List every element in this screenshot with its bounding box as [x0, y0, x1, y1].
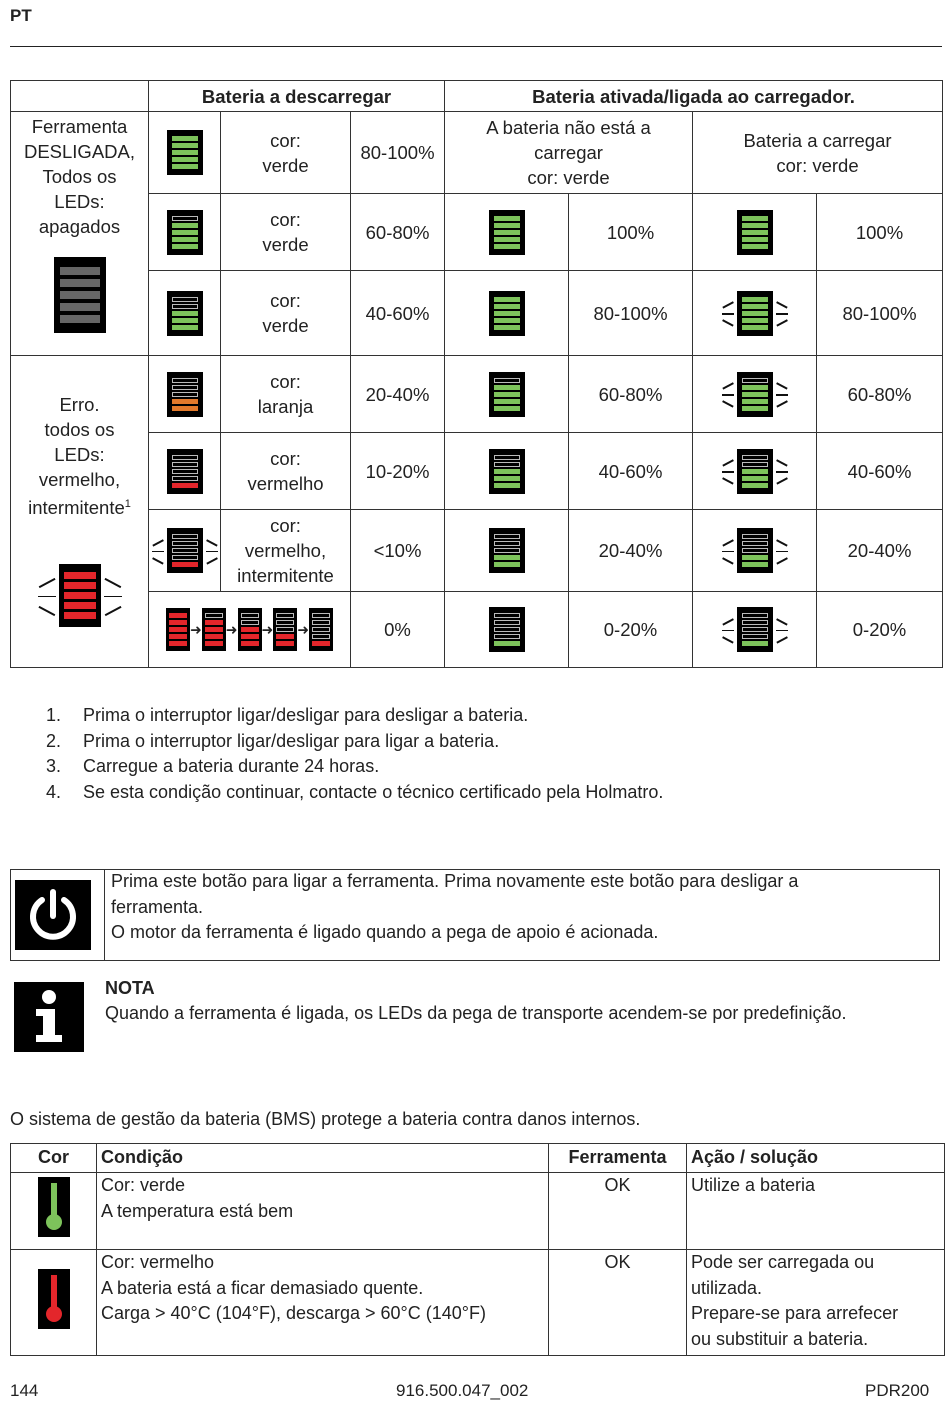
led-segment	[205, 634, 223, 639]
level-r5: 10-20%	[351, 433, 445, 510]
led-segment	[276, 641, 294, 646]
led-segment	[742, 534, 768, 539]
blink-ray	[152, 551, 164, 553]
blink-ray	[104, 578, 121, 588]
led-segment	[494, 385, 520, 390]
led-segment	[742, 476, 768, 481]
color-r4: cor: laranja	[221, 356, 351, 433]
blink-ray	[776, 618, 787, 625]
led-segment	[169, 641, 187, 646]
battery-icon	[309, 608, 333, 651]
err-line-1: Erro.	[59, 394, 100, 415]
led-segment	[742, 613, 768, 618]
led-segment	[312, 627, 330, 632]
led-segment	[241, 620, 259, 625]
blink-ray	[776, 477, 787, 484]
battery-icon	[167, 291, 203, 336]
led-segment	[276, 634, 294, 639]
battery-icon	[737, 210, 773, 255]
battery-icon-r2	[149, 194, 221, 271]
nc-icon-r7	[445, 592, 569, 668]
nc-level-r2: 100%	[569, 194, 693, 271]
battery-sequence-icons	[149, 592, 351, 668]
led-segment	[742, 325, 768, 330]
off-state-cell	[11, 112, 149, 356]
led-segment	[494, 392, 520, 397]
battery-icon	[489, 528, 525, 573]
list-item: 4. Se esta condição continuar, contacte o técnico certificado pela Holmatro.	[46, 781, 664, 802]
level-r1: 80-100%	[351, 112, 445, 194]
blink-ray	[722, 301, 733, 308]
blink-ray	[776, 313, 788, 315]
nc-icon-r6	[445, 510, 569, 592]
led-segment	[169, 620, 187, 625]
power-box-divider	[104, 869, 105, 961]
led-segment	[742, 223, 768, 228]
ch-icon-r5	[693, 433, 817, 510]
color-r6: cor: vermelho, intermitente	[221, 510, 351, 592]
blink-ray	[206, 539, 217, 546]
action-cell: Utilize a bateria	[687, 1173, 945, 1250]
led-segment	[172, 304, 198, 309]
blink-ray	[722, 630, 734, 632]
battery-icon-r3	[149, 271, 221, 356]
led-segment	[494, 304, 520, 309]
err-line-3: LEDs:	[54, 444, 105, 465]
blink-ray	[104, 606, 121, 616]
led-segment	[742, 548, 768, 553]
nc-icon-r3	[445, 271, 569, 356]
battery-status-table	[10, 80, 943, 668]
battery-icon	[273, 608, 297, 651]
blink-ray	[776, 557, 787, 564]
blink-ray	[722, 618, 733, 625]
blink-ray	[776, 400, 787, 407]
nc-icon-r4	[445, 356, 569, 433]
led-segment	[742, 634, 768, 639]
nc-level-r3: 80-100%	[569, 271, 693, 356]
color-r3: cor: verde	[221, 271, 351, 356]
arrow-icon: ➜	[225, 621, 238, 638]
led-segment	[494, 469, 520, 474]
led-segment	[742, 304, 768, 309]
arrow-icon: ➜	[190, 621, 202, 638]
blink-ray	[104, 596, 122, 598]
led-segment	[494, 216, 520, 221]
tool-cell: OK	[549, 1173, 687, 1250]
led-segment	[205, 641, 223, 646]
battery-icon	[202, 608, 226, 651]
led-segment	[205, 627, 223, 632]
led-segment	[276, 627, 294, 632]
led-segment	[742, 385, 768, 390]
ch-level-r2: 100%	[817, 194, 943, 271]
led-segment	[742, 627, 768, 632]
blink-ray	[38, 596, 56, 598]
battery-icon	[489, 291, 525, 336]
led-segment	[494, 230, 520, 235]
ch-icon-r6	[693, 510, 817, 592]
led-segment	[494, 483, 520, 488]
led-segment	[172, 150, 198, 155]
led-segment	[172, 541, 198, 546]
level-r2: 60-80%	[351, 194, 445, 271]
led-segment	[742, 462, 768, 467]
blink-ray	[776, 630, 788, 632]
led-segment	[494, 378, 520, 383]
blink-ray	[722, 557, 733, 564]
ch-level-r5: 40-60%	[817, 433, 943, 510]
battery-icon-r5	[149, 433, 221, 510]
battery-icon	[737, 372, 773, 417]
battery-icon	[167, 372, 203, 417]
led-segment	[241, 641, 259, 646]
led-segment	[494, 244, 520, 249]
blinking-battery-icon	[737, 372, 773, 417]
led-segment	[172, 157, 198, 162]
led-segment	[172, 555, 198, 560]
battery-icon	[489, 372, 525, 417]
col-header-tool: Ferramenta	[549, 1144, 687, 1173]
off-line-1: Ferramenta	[31, 116, 128, 137]
led-segment	[742, 641, 768, 646]
level-r7: 0%	[351, 592, 445, 668]
blink-ray	[722, 394, 734, 396]
color-r1: cor: verde	[221, 112, 351, 194]
battery-icon	[489, 607, 525, 652]
led-segment	[742, 216, 768, 221]
led-segment	[172, 164, 198, 169]
blink-ray	[722, 313, 734, 315]
note-text: Quando a ferramenta é ligada, os LEDs da pega de transporte acendem-se por predefinição.	[105, 1003, 847, 1023]
tool-cell: OK	[549, 1250, 687, 1356]
led-segment	[742, 483, 768, 488]
err-line-4: vermelho,	[38, 469, 121, 490]
led-segment	[169, 627, 187, 632]
err-line-2: todos os	[44, 419, 115, 440]
language-code: PT	[10, 6, 32, 25]
led-segment	[494, 223, 520, 228]
led-segment	[742, 318, 768, 323]
led-segment	[742, 311, 768, 316]
nc-level-r6: 20-40%	[569, 510, 693, 592]
led-segment	[494, 548, 520, 553]
led-segment	[742, 562, 768, 567]
led-segment	[169, 634, 187, 639]
ch-level-r3: 80-100%	[817, 271, 943, 356]
led-segment	[494, 534, 520, 539]
led-segment	[172, 311, 198, 316]
table-row	[11, 1250, 945, 1356]
led-segment	[742, 620, 768, 625]
error-state-cell	[11, 356, 149, 668]
reset-steps-list	[46, 703, 663, 805]
blink-ray	[776, 301, 787, 308]
blink-ray	[206, 557, 217, 564]
level-r3: 40-60%	[351, 271, 445, 356]
battery-icon	[238, 608, 262, 651]
level-r4: 20-40%	[351, 356, 445, 433]
led-segment	[172, 469, 198, 474]
nc-icon-r5	[445, 433, 569, 510]
off-line-5: apagados	[38, 216, 121, 237]
led-segment	[742, 469, 768, 474]
led-segment	[276, 620, 294, 625]
blink-ray	[776, 636, 787, 643]
blink-ray	[152, 557, 163, 564]
list-item: 1. Prima o interruptor ligar/desligar para desligar a bateria.	[46, 705, 529, 725]
ch-icon-r7	[693, 592, 817, 668]
bms-temperature-table	[10, 1143, 945, 1356]
battery-icon	[167, 449, 203, 494]
blinking-battery-icon	[167, 528, 203, 573]
blink-ray	[722, 636, 733, 643]
battery-icon	[737, 607, 773, 652]
thermometer-green-icon	[38, 1221, 70, 1241]
led-segment	[172, 534, 198, 539]
led-segment	[172, 455, 198, 460]
blink-ray	[776, 539, 787, 546]
blink-ray	[722, 539, 733, 546]
led-segment	[169, 613, 187, 618]
arrow-icon: ➜	[261, 621, 274, 638]
blink-ray	[776, 471, 788, 473]
battery-icon-r4	[149, 356, 221, 433]
led-segment	[172, 143, 198, 148]
led-segment	[742, 244, 768, 249]
led-segment	[172, 476, 198, 481]
ch-level-r4: 60-80%	[817, 356, 943, 433]
led-segment	[172, 297, 198, 302]
blink-ray	[776, 459, 787, 466]
ch-icon-r4	[693, 356, 817, 433]
info-icon	[14, 982, 84, 1052]
led-segment	[172, 406, 198, 411]
ch-level-r6: 20-40%	[817, 510, 943, 592]
led-segment	[312, 620, 330, 625]
thermometer-red-icon	[38, 1313, 70, 1333]
condition-cell: Cor: verde A temperatura está bem	[97, 1173, 549, 1250]
header-rule	[10, 46, 942, 47]
led-segment	[312, 613, 330, 618]
header-charger: Bateria ativada/ligada ao carregador.	[445, 81, 943, 112]
col-header-action: Ação / solução	[687, 1144, 945, 1173]
led-segment	[172, 562, 198, 567]
led-segment	[742, 297, 768, 302]
err-line-5: intermitente$^1$	[28, 497, 131, 519]
battery-icon	[167, 130, 203, 175]
power-icon	[15, 880, 91, 950]
led-segment	[172, 223, 198, 228]
battery-error-icon	[59, 564, 101, 627]
led-segment	[742, 230, 768, 235]
nc-level-r5: 40-60%	[569, 433, 693, 510]
blink-ray	[152, 539, 163, 546]
page-number: 144	[10, 1381, 39, 1400]
led-segment	[241, 613, 259, 618]
nc-level-r4: 60-80%	[569, 356, 693, 433]
blink-ray	[722, 471, 734, 473]
blink-ray	[722, 400, 733, 407]
col-header-condition: Condição	[97, 1144, 549, 1173]
off-line-4: LEDs:	[54, 191, 105, 212]
led-segment	[742, 555, 768, 560]
led-segment	[742, 406, 768, 411]
blink-ray	[776, 394, 788, 396]
led-segment	[494, 462, 520, 467]
condition-cell: Cor: vermelho A bateria está a ficar demasiado quente. Carga > 40°C (104°F), descarga > 60°C (140°F)	[97, 1250, 549, 1356]
led-segment	[494, 318, 520, 323]
led-segment	[742, 392, 768, 397]
led-segment	[494, 237, 520, 242]
blink-ray	[722, 459, 733, 466]
battery-icon	[166, 608, 190, 651]
led-segment	[172, 136, 198, 141]
off-line-3: Todos os	[42, 166, 117, 187]
blinking-battery-icon	[737, 449, 773, 494]
battery-icon	[167, 528, 203, 573]
nc-level-r7: 0-20%	[569, 592, 693, 668]
battery-off-icon	[54, 257, 106, 333]
blinking-battery-icon	[737, 607, 773, 652]
blink-ray	[722, 551, 734, 553]
led-segment	[742, 237, 768, 242]
blink-ray	[206, 551, 218, 553]
led-segment	[172, 378, 198, 383]
led-segment	[494, 476, 520, 481]
list-item: 2. Prima o interruptor ligar/desligar para ligar a bateria.	[46, 730, 500, 751]
charging-header: Bateria a carregar cor: verde	[693, 112, 943, 194]
led-segment	[494, 455, 520, 460]
led-segment	[742, 378, 768, 383]
led-segment	[494, 399, 520, 404]
blink-ray	[776, 551, 788, 553]
level-r6: <10%	[351, 510, 445, 592]
table-row	[11, 1173, 945, 1250]
led-segment	[312, 641, 330, 646]
led-segment	[312, 634, 330, 639]
ch-icon-r2	[693, 194, 817, 271]
led-segment	[494, 627, 520, 632]
blinking-battery-icon	[737, 528, 773, 573]
blink-ray	[722, 477, 733, 484]
led-segment	[241, 627, 259, 632]
battery-icon-r1	[149, 112, 221, 194]
led-segment	[172, 237, 198, 242]
document-number: 916.500.047_002	[396, 1381, 529, 1400]
nc-icon-r2	[445, 194, 569, 271]
battery-icon	[167, 210, 203, 255]
led-segment	[742, 399, 768, 404]
blink-ray	[38, 578, 55, 588]
blink-ray	[776, 319, 787, 326]
led-segment	[494, 541, 520, 546]
led-segment	[494, 297, 520, 302]
blink-ray	[38, 606, 55, 616]
color-r2: cor: verde	[221, 194, 351, 271]
col-header-color: Cor	[11, 1144, 97, 1173]
action-cell: Pode ser carregada ou utilizada. Prepare-se para arrefecer ou substituir a bateria.	[687, 1250, 945, 1356]
led-segment	[172, 462, 198, 467]
led-segment	[205, 613, 223, 618]
blink-ray	[776, 382, 787, 389]
ch-icon-r3	[693, 271, 817, 356]
led-segment	[172, 244, 198, 249]
led-segment	[494, 620, 520, 625]
led-segment	[172, 230, 198, 235]
blink-ray	[722, 319, 733, 326]
led-segment	[172, 392, 198, 397]
corner-cell	[11, 81, 149, 112]
led-segment	[172, 318, 198, 323]
battery-icon	[737, 528, 773, 573]
led-segment	[494, 562, 520, 567]
led-segment	[494, 311, 520, 316]
note-title: NOTA	[105, 978, 155, 998]
led-segment	[172, 325, 198, 330]
led-segment	[494, 406, 520, 411]
bms-intro: O sistema de gestão da bateria (BMS) protege a bateria contra danos internos.	[10, 1109, 641, 1129]
led-segment	[494, 641, 520, 646]
led-segment	[494, 555, 520, 560]
not-charging-header: A bateria não está a carregar cor: verde	[445, 112, 693, 194]
ch-level-r7: 0-20%	[817, 592, 943, 668]
color-r5: cor: vermelho	[221, 433, 351, 510]
led-segment	[494, 613, 520, 618]
arrow-icon: ➜	[297, 621, 309, 638]
led-segment	[742, 455, 768, 460]
led-segment	[172, 548, 198, 553]
battery-icon-r6	[149, 510, 221, 592]
battery-icon	[737, 291, 773, 336]
model-name: PDR200	[865, 1381, 930, 1400]
power-instructions: Prima este botão para ligar a ferramenta. Prima novamente este botão para desligar a ferramenta. O motor da ferramenta é ligado quando a pega de apoio é acionada.	[111, 871, 799, 942]
led-segment	[172, 385, 198, 390]
off-line-2: DESLIGADA,	[23, 141, 136, 162]
battery-icon	[737, 449, 773, 494]
led-segment	[241, 634, 259, 639]
header-discharge: Bateria a descarregar	[149, 81, 445, 112]
led-segment	[276, 613, 294, 618]
led-segment	[172, 216, 198, 221]
led-segment	[172, 399, 198, 404]
battery-icon	[489, 210, 525, 255]
led-segment	[205, 620, 223, 625]
led-segment	[494, 325, 520, 330]
led-segment	[494, 634, 520, 639]
led-segment	[742, 541, 768, 546]
battery-icon	[489, 449, 525, 494]
footnote-mark: 1	[124, 498, 131, 510]
list-item: 3. Carregue a bateria durante 24 horas.	[46, 756, 380, 776]
blink-ray	[722, 382, 733, 389]
led-segment	[172, 483, 198, 488]
blinking-battery-icon	[737, 291, 773, 336]
